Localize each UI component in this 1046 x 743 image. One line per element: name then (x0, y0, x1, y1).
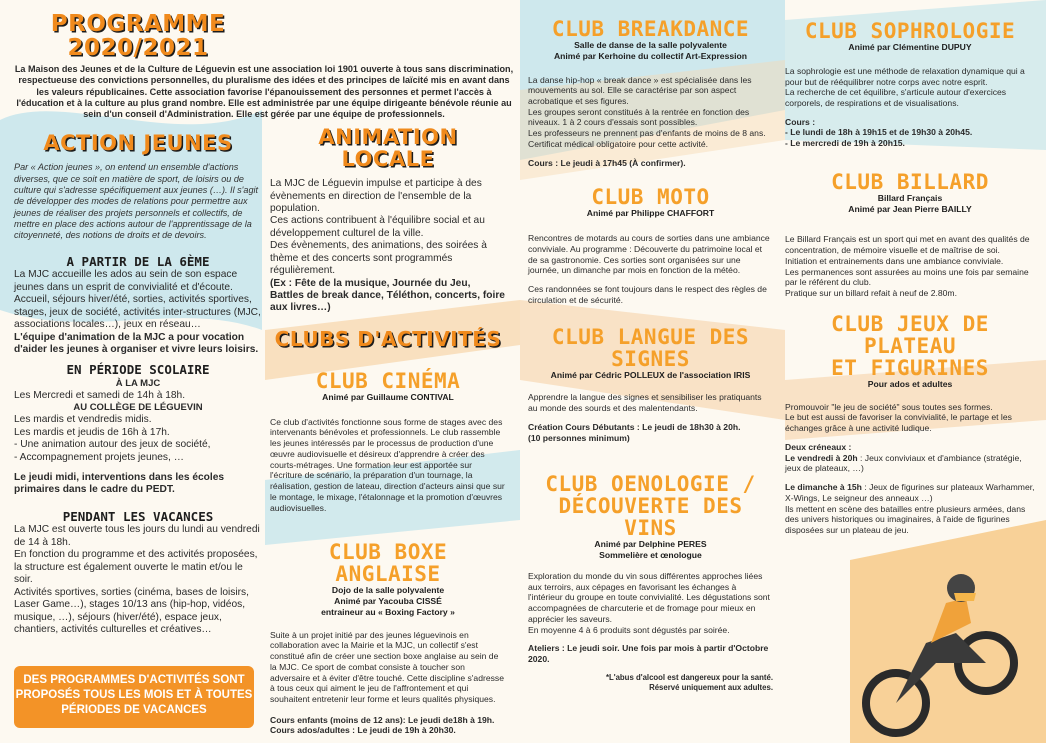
age-title: A PARTIR DE LA 6ÈME (66, 253, 210, 269)
sophro-courses-title: Cours : (785, 116, 816, 127)
school-line-5: - Accompagnement projets jeunes, … (14, 451, 184, 463)
billard-p1: Le Billard Français est un sport qui met en avant des qualités de concentration, de mémoire visuelle et de maîtrise de soi. (785, 234, 1030, 256)
jeux-p3: Ils mettent en scène des batailles entre plusieurs armées, dans des univers historiques ou imaginaires, à l'aide de figurines disposées sur un plateau de jeu. (785, 503, 1026, 536)
breakdance-title: CLUB BREAKDANCE (551, 17, 750, 41)
jeux-slot-2-day: Le dimanche à 15h (785, 482, 862, 493)
billard-sub-1: Billard Français (877, 192, 943, 203)
jeux-sub: Pour ados et adultes (867, 378, 953, 389)
jeux-slot-1 (785, 453, 1035, 474)
sophro-courses-1: - Le lundi de 18h à 19h15 et de 19h30 à 20h45. (785, 127, 973, 138)
clubs-title: CLUBS D'ACTIVITÉS (274, 326, 502, 351)
sophro-p1: La sophrologie est une méthode de relaxation dynamique qui a pour but de rééquilibrer notre corps avec notre esprit. (785, 65, 1025, 87)
oeno-p1: Exploration du monde du vin sous différentes approches liées aux terroirs, aux cépages en favorisant les échanges à l'intérieur du groupe en toute convivialité. Les dégustations sont accompagnées de charcuterie et de fromage pour mieux en apprécier les saveurs. (528, 570, 770, 624)
age-bold-text: L'équipe d'animation de la MJC a pour vocation d'aider les jeunes à organiser et vivre leurs loisirs. (14, 331, 259, 355)
oeno-p2: En moyenne 4 à 6 produits sont dégustés par soirée. (528, 624, 730, 635)
oeno-title-2: DÉCOUVERTE DES VINS (558, 494, 743, 541)
breakdance-sub-1: Salle de danse de la salle polyvalente (574, 40, 727, 51)
moto-sub: Animé par Philippe CHAFFORT (586, 208, 715, 219)
billard-p4: Pratique sur un billard refait à neuf de 2.80m. (785, 288, 957, 299)
jeux-p1: Promouvoir "le jeu de société" sous toutes ses formes. (785, 401, 993, 412)
age-text: La MJC accueille les ados au sein de son espace jeunes dans un esprit de convivialité et d'écoute. Accueil, séjours hiver/été, sorties, activités sportives, stages, jeux de société, activités inter-structures (MJC, associations locales…), jeux en réseau… (14, 269, 261, 331)
animation-p2: Ces actions contribuent à l'équilibre social et au développement culturel de la ville. (270, 215, 485, 239)
jeux-title-2: ET FIGURINES (831, 355, 989, 380)
oeno-sub-2: Sommelière et œnologue (599, 550, 702, 561)
jeux-slot-2-text: : Jeux de figurines sur plateaux Warhammer, X-Wings, Le seigneur des anneaux …) (785, 482, 1035, 503)
breakdance-p3: Les professeurs ne prennent pas d'enfants de moins de 8 ans. Certificat médical obligatoire pour cette activité. (528, 128, 766, 149)
sophro-courses-2: - Le mercredi de 19h à 20h15. (785, 138, 905, 149)
jeux-slot-1-text: : Jeux conviviaux et d'ambiance (stratégie, jeux de plateaux, …) (785, 452, 1022, 474)
boxe-courses-2: Cours ados/adultes : Le jeudi de 19h à 20h30. (270, 725, 456, 736)
animation-p4: (Ex : Fête de la musique, Journée du Jeu, Battles de break dance, Téléthon, concerts, foire aux livres…) (270, 277, 505, 314)
animation-title: ANIMATION LOCALE (318, 125, 458, 172)
column-2 (270, 0, 506, 743)
breakdance-sub-2: Animé par Kerhoine du collectif Art-Expression (553, 50, 748, 61)
signes-p3: (10 personnes minimum) (528, 432, 630, 443)
school-bold-text: Le jeudi midi, interventions dans les écoles primaires dans le cadre du PEDT. (14, 471, 225, 496)
school-title: EN PÉRIODE SCOLAIRE (66, 362, 210, 378)
sophro-p2: La recherche de cet équilibre, s'articule autour d'exercices corporels, de respirations et de visualisations. (785, 87, 1007, 108)
breakdance-courses: Cours : Le jeudi à 17h45 (À confirmer). (528, 157, 686, 168)
vacances-title: PENDANT LES VACANCES (62, 508, 214, 524)
signes-title-1: CLUB LANGUE DES (551, 324, 750, 349)
oeno-title-1: CLUB OENOLOGIE / (545, 472, 756, 497)
school-line-2: Les mardis et vendredis midis. (14, 414, 152, 426)
signes-p1: Apprendre la langue des signes et sensibiliser les pratiquants au monde des sourds et des malentendants. (528, 392, 762, 414)
action-jeunes-title: ACTION JEUNES (43, 131, 233, 156)
breakdance-p2: Les groupes seront constitués à la rentrée en fonction des niveaux. 1 à 2 cours d'essais sont possibles. (528, 106, 750, 128)
billard-p3: Les permanences sont assurées au moins une fois par semaine par le référent du club. (785, 266, 1029, 288)
vacances-text-2: En fonction du programme et des activités proposées, la structure est également ouverte le matin et/ou le soir. (14, 549, 258, 586)
jeux-p2: Le but est aussi de favoriser la convivialité, le partage et les échanges grâce à une activité ludique. (785, 412, 1012, 434)
jeux-title-1: CLUB JEUX DE PLATEAU (831, 311, 989, 358)
cinema-title: CLUB CINÉMA (315, 368, 461, 393)
boxe-sub-2: Animé par Yacouba CISSÉ (334, 596, 442, 607)
moto-p2: Ces randonnées se font toujours dans le respect des règles de circulation et de sécurité. (528, 284, 767, 305)
signes-sub: Animé par Cédric POLLEUX de l'association IRIS (550, 369, 751, 380)
boxe-title: CLUB BOXE ANGLAISE (328, 540, 448, 587)
action-jeunes-text: Par « Action jeunes », on entend un ensemble d'actions diverses, que ce soit en matière de sport, de loisirs ou de culture qui s'adresse spécifiquement aux jeunes (…). Il s'agit de développer des modes de relations pour permettre aux jeunes de réaliser des projets personnels et collectifs, de mettre en place des actions autour de l'apprentissage de la citoyenneté, des notions de droits et de devoirs. (14, 162, 259, 241)
school-place-2: AU COLLÈGE DE LÉGUEVIN (73, 402, 203, 414)
billard-title: CLUB BILLARD (831, 169, 989, 194)
jeux-slots-title: Deux créneaux : (785, 441, 852, 452)
oeno-p3: Ateliers : Le jeudi soir. Une fois par mois à partir d'Octobre 2020. (528, 643, 769, 665)
moto-p1: Rencontres de motards au cours de sorties dans une ambiance conviviale. Au programme : Découverte du patrimoine local et de sa gastronomie. Ces sorties sont organisées sur une journée, un dimanche par mois en fonction de la météo. (528, 233, 770, 276)
school-place: À LA MJC (115, 378, 161, 390)
programme-intro: La Maison des Jeunes et de la Culture de Léguevin est une association loi 1901 ouverte à tous sans discrimination, respectueuse des convictions personnelles, du pluralisme des idées et des principes de laïcité mis en avant dans les valeurs républicaines. Cette association favorise l'épanouissement des personnes et permet l'accès à l'éducation et à la culture au plus grand nombre. Elle est administrée par une équipe dirigeante bénévole réunie au sein d'un conseil d'Administration. Elle est gérée par une équipe de professionnels. (14, 64, 514, 119)
animation-p3: Des évènements, des animations, des soirées à thème et des concerts sont programmés régulièrement. (270, 240, 487, 277)
school-line-1: Les Mercredi et samedi de 14h à 18h. (14, 389, 186, 401)
motocross-illustration (836, 553, 1036, 743)
billard-sub-2: Animé par Jean Pierre BAILLY (848, 203, 972, 214)
programmes-banner: DES PROGRAMMES D'ACTIVITÉS SONT PROPOSÉS TOUS LES MOIS ET À TOUTES PÉRIODES DE VACANCES (14, 666, 254, 728)
signes-title-2: SIGNES (611, 346, 690, 371)
school-line-3: Les mardis et jeudis de 16h à 17h. (14, 426, 170, 438)
cinema-sub: Animé par Guillaume CONTIVAL (322, 391, 454, 402)
vacances-text-3: Activités sportives, sorties (cinéma, bases de loisirs, Laser Game…), stages 10/13 ans (hip-hop, vidéos, musique, …), séjours (hiver/été), espace jeux, chantiers, activités culturelles et créatives… (14, 586, 249, 635)
sophro-sub: Animé par Clémentine DUPUY (848, 42, 972, 53)
school-line-4: - Une animation autour des jeux de société, (14, 439, 211, 451)
boxe-sub-3: entraineur au « Boxing Factory » (321, 606, 455, 617)
jeux-slot-2 (785, 482, 1035, 503)
cinema-text: Ce club d'activités fonctionne sous forme de stages avec des intervenants bénévoles et professionnels. Le club rassemble les jeunes intéressés par le processus de production d'une œuvre audiovisuelle et désireux d'apprendre à créer des courts-métrages. Une formation leur est apportée sur l'écriture de scénario, la préparation d'un tournage, la réalisation, gestion de lateau, direction d'acteurs ainsi que sur le montage, le mixage, l'étalonnage et la promotion d'œuvres audiovisuelles. (270, 416, 505, 513)
oeno-note-1: *L'abus d'alcool est dangereux pour la santé. (605, 672, 773, 682)
billard-p2: Initiation et entrainements dans une ambiance conviviale. (785, 255, 1004, 266)
boxe-text: Suite à un projet initié par des jeunes léguevinois en collaboration avec la Mairie et la MJC, un collectif s'est constitué afin de créer une section boxe anglaise au sein de la MJC. Ce sport de combat consiste à toucher son adversaire et à éviter d'être touché. Cette discipline s'adresse à tous ceux qui aiment le jeu de l'affrontement et qui souhaitent entretenir leur forme et leurs qualités physiques. (270, 629, 505, 704)
moto-title: CLUB MOTO (591, 185, 710, 210)
oeno-note-2: Réservé uniquement aux adultes. (649, 682, 773, 692)
jeux-slot-1-day: Le vendredi à 20h (785, 452, 858, 463)
signes-p2: Création Cours Débutants : Le jeudi de 18h30 à 20h. (528, 421, 741, 432)
boxe-sub-1: Dojo de la salle polyvalente (331, 585, 445, 596)
vacances-text-1: La MJC est ouverte tous les jours du lundi au vendredi de 14 à 18h. (14, 524, 260, 548)
column-3 (528, 0, 773, 743)
boxe-courses-1: Cours enfants (moins de 12 ans): Le jeudi de18h à 19h. (270, 714, 495, 725)
breakdance-p1: La danse hip-hop « break dance » est spécialisée dans les mouvements au sol. Elle se caractérise par son aspect acrobatique et ses figures. (528, 74, 752, 106)
oeno-sub-1: Animé par Delphine PERES (594, 539, 707, 550)
animation-p1: La MJC de Léguevin impulse et participe à des évènements en direction de l'ensemble de la population. (270, 178, 482, 214)
programme-title: PROGRAMME 2020/2021 (50, 11, 226, 62)
sophro-title: CLUB SOPHROLOGIE (804, 19, 1016, 43)
